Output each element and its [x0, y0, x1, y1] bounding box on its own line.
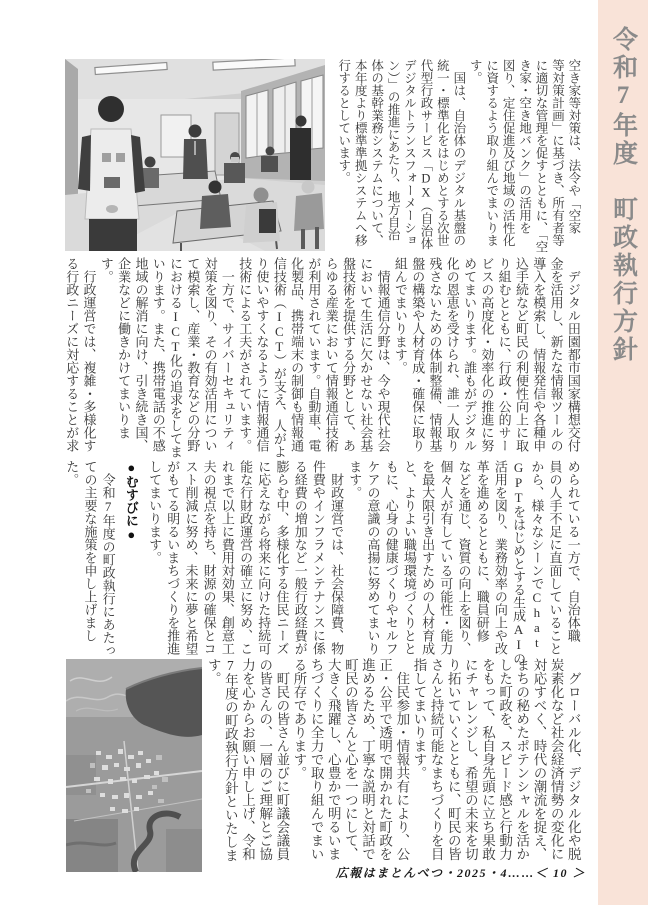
text-column: 図り、定住促進及び地域の活性化 [501, 59, 516, 247]
text-column: 町民の皆さんと心を一つにして、 [342, 658, 358, 861]
text-column: まちの秘めたポテンシャルを活か [514, 658, 530, 861]
section-heading: ●むすびに● [123, 460, 139, 542]
text-column: 残さないための体制整備、情報基 [427, 257, 443, 452]
text-column: をもって、私自身先頭に立ち果敢 [480, 658, 496, 861]
text-block-digital [64, 257, 581, 458]
text-column: 込手続など町民の利便性向上に取 [513, 257, 529, 452]
page-footer: 広報はまとんべつ・2025・4……＜ 10 ＞ [335, 866, 586, 880]
text-column: した町政を、スピード感と行動力 [497, 658, 513, 861]
text-column: いります。また、携帯電話の不感 [150, 257, 166, 452]
text-column: る行政ニーズに対応することが求 [64, 257, 80, 452]
text-column: 空き家等対策は、法令や「空家 [566, 59, 581, 234]
text-column: 国は、自治体のデジタル基盤の [451, 59, 466, 247]
sidebar-title-band [598, 0, 648, 905]
text-column: 指してまいります。 [411, 658, 427, 780]
text-column: と、よりよい職場環境づくりとと [401, 460, 417, 655]
text-column: 企業などに働きかけてまいりま [116, 257, 132, 439]
text-column: 導入を模索し、情報発信や各種申 [531, 257, 547, 452]
text-column: 7年度の町政執行方針といたしま [222, 658, 238, 862]
text-column: 対策を図り、その有効活用につい [202, 257, 218, 452]
text-column: 代型行政サービス「DX（自治体 [418, 59, 433, 250]
text-column: に応えながら将来に向けた持続可 [256, 460, 272, 655]
text-column: 行するとしています。 [336, 59, 351, 184]
aerial-photo-graphic [66, 659, 202, 872]
text-column: 信技術（ICT）が支え、人がよ [271, 257, 287, 458]
text-column: り拓いていくとともに、町民の皆 [445, 658, 461, 861]
text-column: めてまいります。誰もがデジタル [462, 257, 478, 452]
text-column: 員の人手不足に直面していること [547, 460, 563, 655]
meeting-photo-graphic [65, 59, 325, 251]
text-column: 体の基幹業務システムについて、 [369, 59, 384, 247]
text-column: 膨らむ中、多様化する住民ニーズ [274, 460, 290, 655]
text-column: 盤の構築や人材育成・確保に取り [410, 257, 426, 452]
text-column: ます。 [347, 460, 363, 499]
text-column: 住民参加・情報共有により、公 [394, 658, 410, 861]
text-column: デジタル田園都市国家構想交付 [565, 257, 581, 452]
text-column: に資するよう取り組んでまいりま [484, 59, 499, 247]
text-column: 統一・標準化をはじめとする次世 [435, 59, 450, 247]
text-column: 町民の皆さん並びに町議会議員 [274, 658, 290, 861]
page-title: 令和7年度 町政執行方針 [609, 26, 637, 364]
text-block-conclusion [206, 658, 580, 872]
text-column: 個々人が有している可能性・能力 [438, 460, 454, 655]
text-column: さんと持続可能なまちづくりを目 [428, 658, 444, 861]
text-column: められている一方で、自治体職 [565, 460, 581, 642]
text-column: がもてる明るいまちづくりを推進 [165, 460, 181, 655]
text-column: してまいります。 [147, 460, 163, 564]
text-column: り使いやすくなるように情報通信 [254, 257, 270, 452]
text-column: らゆる産業において情報通信技術 [323, 257, 339, 452]
text-column: す。 [205, 658, 221, 685]
text-column: 一方で、サイバーセキュリティ [219, 257, 235, 452]
text-column: などを通じ、資質の向上を図り、 [456, 460, 472, 655]
text-column: 行政運営では、複雑・多様化す [81, 257, 97, 452]
text-column: デジタルトランスフォーメーショ [402, 59, 417, 247]
text-column: が利用されています。自動車、電 [306, 257, 322, 452]
text-column: 正・公平で透明で開かれた町政を [377, 658, 393, 861]
text-column: る所存であります。 [291, 658, 307, 780]
text-block-intro [337, 59, 580, 251]
text-column: 財政運営では、社会保障費、物 [329, 460, 345, 655]
text-column: におけるICT化の追求をしてま [168, 257, 184, 458]
text-column: 夫の視点を持ち、財源の確保とコ [201, 460, 217, 655]
text-column: の皆さんの、一層のご理解とご協 [257, 658, 273, 861]
text-column: を最大限引き出すための人材育成 [420, 460, 436, 655]
text-column: ケアの意識の高揚に努めてまいり [365, 460, 381, 655]
text-column: 盤技術を提供する分野として、あ [341, 257, 356, 452]
text-column: グローバル化、デジタル化や脱 [565, 658, 581, 861]
text-column: 活用を図り、業務効率の向上や改 [492, 460, 508, 655]
text-column: 組んでまいります。 [392, 257, 408, 374]
text-column: ビスの高度化・効率化の推進に努 [479, 257, 495, 452]
text-column: す。 [468, 59, 483, 84]
text-column: 能な行財政運営の確立に努め、こ [238, 460, 254, 655]
text-column: て模索し、産業・教育などの分野 [185, 257, 201, 452]
text-column: ての主要な施策を申し上げまし [82, 460, 98, 642]
text-column: 化製品、携帯端末の制御も情報通 [289, 257, 305, 452]
text-column: に適切な管理を促すとともに、「空 [534, 59, 548, 253]
text-column: れまで以上に費用対効果、創意工 [219, 460, 235, 655]
text-column: スト削減に努め、未来に夢と希望 [183, 460, 199, 655]
text-column: ちづくりに全力で取り組んでまい [308, 658, 324, 861]
aerial-town-photo [66, 659, 202, 872]
text-column: にチャレンジし、希望の未来を切 [462, 658, 478, 861]
text-column: き家・空き地バンク」の活用を [517, 59, 532, 234]
text-column: 令和7年度の町政執行にあたっ [100, 460, 116, 657]
text-column: 大きく飛躍し、心豊かで明るいま [325, 658, 341, 861]
text-column: 進めるため、丁寧な説明と対話で [360, 658, 376, 861]
text-column: り組むとともに、行政・公的サー [496, 257, 512, 452]
text-column: 本年度より標準準拠システムへ移 [353, 59, 368, 247]
text-column: から、様々なシーンでChat [529, 460, 545, 650]
text-block-admin-finance [64, 460, 581, 665]
community-meeting-photo [65, 59, 325, 251]
text-column: 情報通信分野は、今や現代社会 [375, 257, 391, 452]
text-column: 化の恩恵を受けられ、誰一人取り [444, 257, 460, 452]
text-column: た。 [64, 460, 80, 486]
text-column: GPTをはじめとする生成AIの [511, 460, 527, 665]
text-column: ン）」の推進にあたり、地方自治 [386, 59, 401, 241]
text-column: 技術による工夫がされています。 [237, 257, 253, 452]
text-column: す。 [98, 257, 114, 283]
text-column: 件費やインフラメンテナンスに係 [310, 460, 326, 655]
text-column: 地域の解消に向け、引き続き国、 [133, 257, 149, 452]
text-column: もに、心身の健康づくりやセルフ [383, 460, 399, 655]
text-column: 対応すべく、時代の潮流を捉え、 [531, 658, 547, 861]
text-column: において生活に欠かせない社会基 [358, 257, 374, 452]
text-column: 金を活用し、新たな情報ツールの [548, 257, 564, 452]
text-column: 炭素化など社会経済情勢の変化に [548, 658, 564, 861]
text-column: 力を心からお願い申し上げ、令和 [240, 658, 256, 861]
text-column: る経費の増加など一般行政経費が [292, 460, 308, 655]
text-column: 革を進めるとともに、職員研修 [474, 460, 490, 642]
text-column: 等対策計画」に基づき、所有者等 [550, 59, 565, 247]
